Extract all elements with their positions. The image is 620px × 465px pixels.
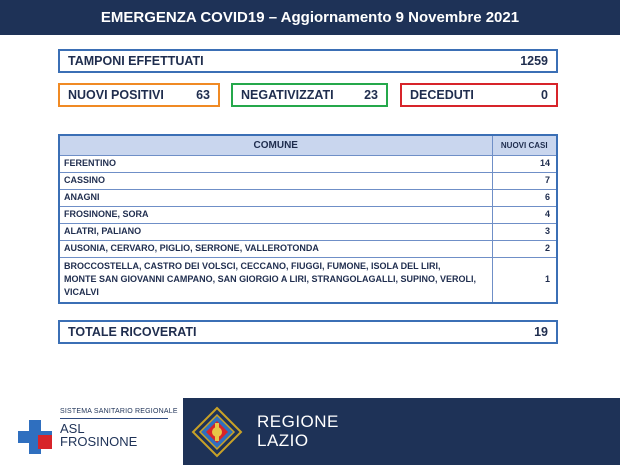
table-row bbox=[59, 223, 557, 240]
asl-footer bbox=[0, 398, 183, 465]
comune-line: VICALVI bbox=[64, 287, 99, 298]
table-row bbox=[59, 172, 557, 189]
casi-cell: 2 bbox=[492, 240, 557, 257]
negativizzati-label: NEGATIVIZZATI bbox=[241, 88, 334, 102]
comune-cell bbox=[59, 257, 492, 303]
asl-subtitle: SISTEMA SANITARIO REGIONALE bbox=[60, 408, 178, 415]
tamponi-box bbox=[58, 49, 558, 73]
comune-cell: AUSONIA, CERVARO, PIGLIO, SERRONE, VALLEROTONDA bbox=[59, 240, 492, 257]
totale-ricoverati-label: TOTALE RICOVERATI bbox=[68, 325, 197, 339]
asl-divider bbox=[60, 418, 168, 419]
negativizzati-value: 23 bbox=[364, 88, 378, 102]
column-header-comune: COMUNE bbox=[59, 135, 492, 155]
lazio-text: LAZIO bbox=[257, 431, 309, 450]
regione-text: REGIONE bbox=[257, 412, 339, 431]
deceduti-box bbox=[400, 83, 558, 107]
table-row bbox=[59, 240, 557, 257]
casi-cell: 14 bbox=[492, 155, 557, 172]
column-header-nuovi-casi: NUOVI CASI bbox=[492, 135, 557, 155]
table-header-row bbox=[59, 135, 557, 155]
totale-ricoverati-value: 19 bbox=[534, 325, 548, 339]
table-row bbox=[59, 257, 557, 303]
casi-cell: 7 bbox=[492, 172, 557, 189]
negativizzati-box bbox=[231, 83, 388, 107]
casi-cell: 3 bbox=[492, 223, 557, 240]
comune-line: MONTE SAN GIOVANNI CAMPANO, SAN GIORGIO A LIRI, STRANGOLAGALLI, SUPINO, VEROLI, bbox=[64, 274, 477, 285]
deceduti-label: DECEDUTI bbox=[410, 88, 474, 102]
tamponi-label: TAMPONI EFFETTUATI bbox=[68, 54, 204, 68]
page-title: EMERGENZA COVID19 – Aggiornamento 9 Novembre 2021 bbox=[0, 0, 620, 35]
asl-name-line-2: FROSINONE bbox=[60, 434, 138, 449]
totale-ricoverati-box bbox=[58, 320, 558, 344]
table-row bbox=[59, 155, 557, 172]
casi-cell: 4 bbox=[492, 206, 557, 223]
cases-table-container bbox=[58, 134, 558, 304]
comune-cell: FROSINONE, SORA bbox=[59, 206, 492, 223]
table-row bbox=[59, 206, 557, 223]
regione-lazio-emblem-icon bbox=[191, 406, 243, 458]
nuovi-positivi-value: 63 bbox=[196, 88, 210, 102]
asl-cross-logo-icon bbox=[16, 418, 54, 456]
comune-cell: ALATRI, PALIANO bbox=[59, 223, 492, 240]
comune-cell: FERENTINO bbox=[59, 155, 492, 172]
table-row bbox=[59, 189, 557, 206]
nuovi-positivi-label: NUOVI POSITIVI bbox=[68, 88, 164, 102]
casi-cell: 6 bbox=[492, 189, 557, 206]
deceduti-value: 0 bbox=[541, 88, 548, 102]
regione-lazio-banner bbox=[183, 398, 620, 465]
comune-cell: ANAGNI bbox=[59, 189, 492, 206]
casi-cell: 1 bbox=[492, 257, 557, 303]
cases-table bbox=[58, 134, 558, 304]
comune-cell: CASSINO bbox=[59, 172, 492, 189]
tamponi-value: 1259 bbox=[520, 54, 548, 68]
nuovi-positivi-box bbox=[58, 83, 220, 107]
asl-name-line-1: ASL bbox=[60, 421, 85, 436]
comune-line: BROCCOSTELLA, CASTRO DEI VOLSCI, CECCANO, FIUGGI, FUMONE, ISOLA DEL LIRI, bbox=[64, 261, 441, 272]
